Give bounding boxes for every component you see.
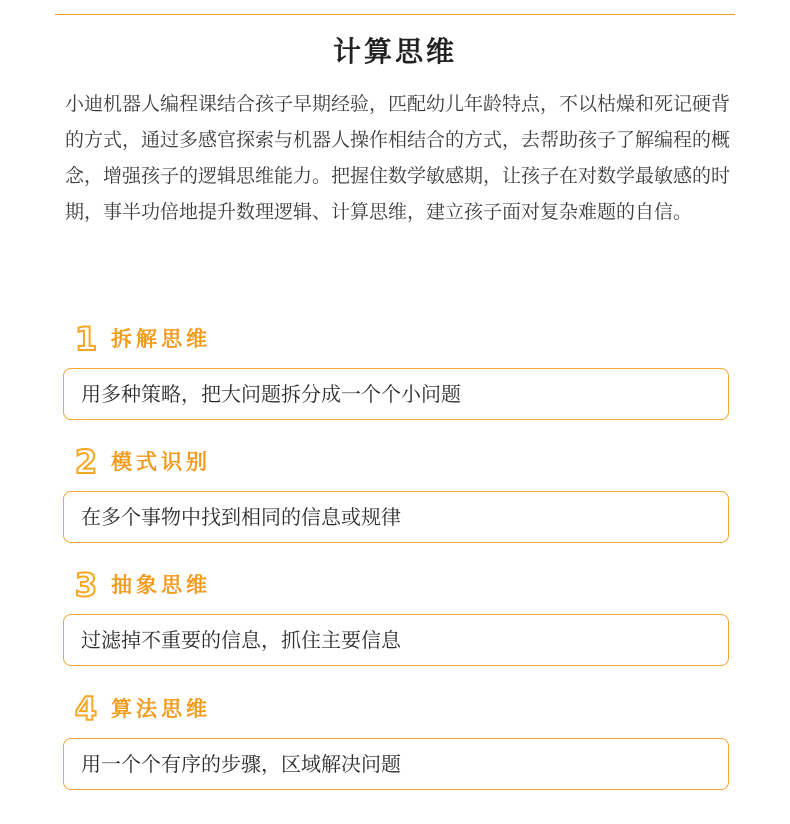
section-description-box: 在多个事物中找到相同的信息或规律 [63,491,729,543]
section-abstraction [63,566,729,666]
section-number-4: 4 [74,690,98,728]
section-description-box: 过滤掉不重要的信息，抓住主要信息 [63,614,729,666]
section-header [63,443,729,483]
section-title: 抽象思维 [111,573,211,597]
section-header [63,566,729,606]
section-number-2: 2 [74,443,98,481]
section-header [63,690,729,730]
section-pattern-recognition [63,443,729,543]
section-header [63,320,729,360]
section-title: 模式识别 [111,450,211,474]
section-algorithmic-thinking [63,690,729,790]
page-title: 计算思维 [332,35,457,68]
top-divider [55,14,735,15]
section-title: 算法思维 [111,697,211,721]
section-description-box: 用一个个有序的步骤，区域解决问题 [63,738,729,790]
section-number-3: 3 [74,566,98,604]
section-decomposition [63,320,729,420]
intro-paragraph: 小迪机器人编程课结合孩子早期经验，匹配幼儿年龄特点，不以枯燥和死记硬背的方式，通过多感官探索与机器人操作相结合的方式，去帮助孩子了解编程的概念，增强孩子的逻辑思维能力。把握住数学敏感期，让孩子在对数学最敏感的时期，事半功倍地提升数理逻辑、计算思维，建立孩子面对复杂难题的自信。 [65,93,731,223]
section-number-1: 1 [74,320,98,358]
section-description-box: 用多种策略，把大问题拆分成一个个小问题 [63,368,729,420]
section-title: 拆解思维 [111,327,211,351]
